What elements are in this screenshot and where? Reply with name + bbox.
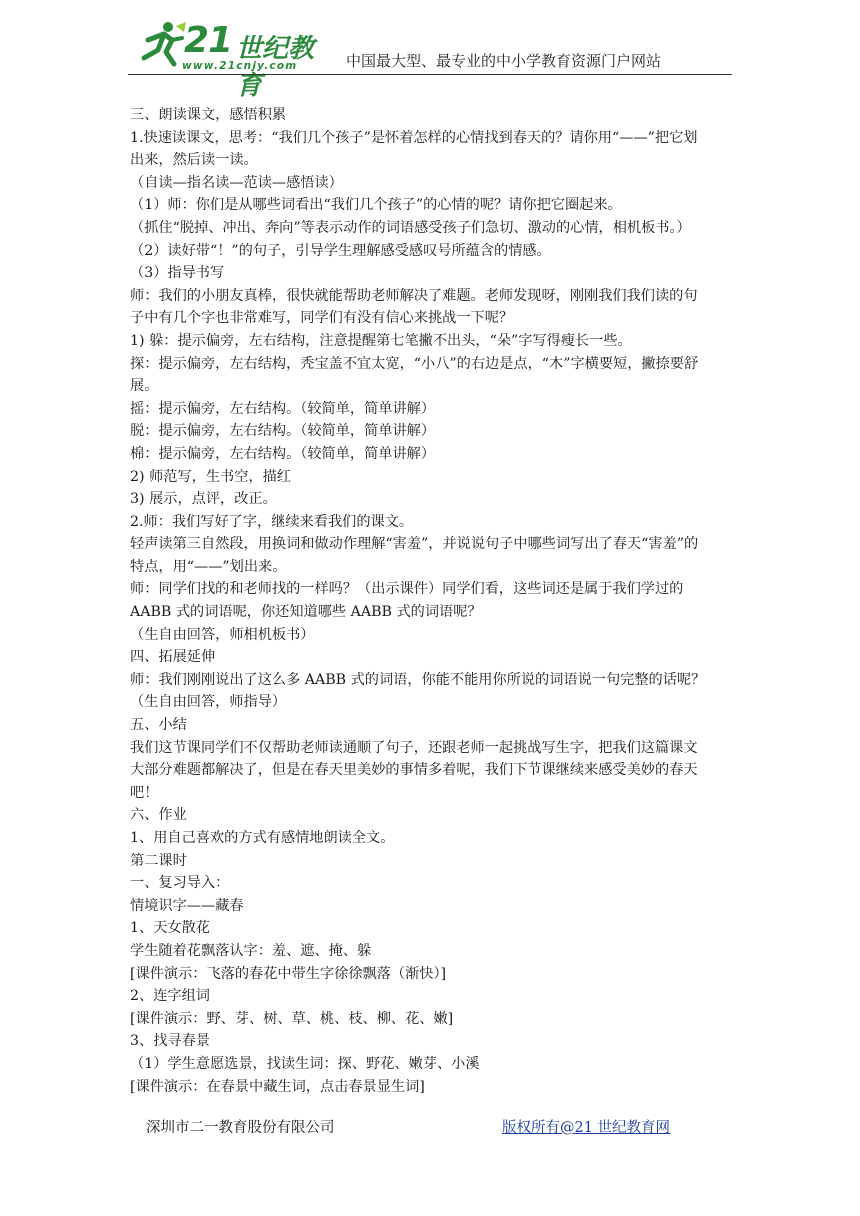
text-line: 六、作业	[130, 807, 187, 824]
text-line: 探：提示偏旁，左右结构，秃宝盖不宜太宽，“小八”的右边是点，“木”字横要短，撇捺要舒	[130, 355, 699, 372]
text-line: （3）指导书写	[130, 265, 225, 282]
text-line: 学生随着花飘落认字：羞、遮、掩、躲	[130, 942, 372, 959]
text-line: 展。	[130, 378, 159, 395]
text-line: 五、小结	[130, 717, 187, 734]
text-line: 师：我们刚刚说出了这么多 AABB 式的词语，你能不能用你所说的词语说一句完整的话呢？	[130, 671, 706, 688]
text-line: [课件演示：在春景中藏生词，点击春景显生词]	[130, 1078, 425, 1095]
text-line: 1.快速读课文，思考：“我们几个孩子”是怀着怎样的心情找到春天的？请你用“——”把它划	[130, 129, 698, 146]
logo-text: 世纪教育	[236, 34, 315, 101]
text-line: 子中有几个字也非常难写，同学们有没有信心来挑战一下呢？	[130, 310, 514, 327]
text-line: 3) 展示，点评，改正。	[130, 491, 277, 508]
text-line: 师：同学们找的和老师找的一样吗？（出示课件）同学们看，这些词还是属于我们学过的	[130, 581, 684, 598]
text-line: 1) 躲：提示偏旁，左右结构，注意提醒第七笔撇不出头，“朵”字写得瘦长一些。	[130, 332, 632, 349]
text-line: [课件演示：野、芽、树、草、桃、枝、柳、花、嫩]	[130, 1010, 454, 1027]
page-header	[128, 18, 732, 101]
text-line: 大部分难题都解决了，但是在春天里美妙的事情多着呢，我们下节课继续来感受美妙的春天	[130, 762, 698, 779]
text-line: 情境识字——藏春	[130, 897, 244, 914]
text-line: AABB 式的词语呢，你还知道哪些 AABB 式的词语呢？	[130, 604, 482, 621]
footer-copyright-link[interactable]: 版权所有@21 世纪教育网	[502, 1120, 671, 1136]
site-tagline: 中国最大型、最专业的中小学教育资源门户网站	[346, 52, 662, 70]
text-line: 摇：提示偏旁，左右结构。（较简单，简单讲解）	[130, 400, 436, 417]
text-line: 2) 师范写，生书空，描红	[130, 468, 291, 485]
text-line: （自读—指名读—范读—感悟读）	[130, 174, 343, 191]
site-logo[interactable]	[128, 18, 338, 101]
text-line: （抓住“脱掉、冲出、奔向”等表示动作的词语感受孩子们急切、激动的心情，相机板书。）	[130, 219, 691, 236]
text-line: 2.师：我们写好了字，继续来看我们的课文。	[130, 513, 414, 530]
text-line: 轻声读第三自然段，用换词和做动作理解“害羞”，并说说句子中哪些词写出了春天“害羞”的	[130, 536, 699, 553]
text-line: 四、拓展延伸	[130, 649, 216, 666]
text-line: 师：我们的小朋友真棒，很快就能帮助老师解决了难题。老师发现呀，刚刚我们我们读的句	[130, 287, 698, 304]
text-line: 出来，然后读一读。	[130, 152, 258, 169]
footer-company: 深圳市二一教育股份有限公司	[146, 1120, 335, 1136]
logo-url: www.21cnjy.com	[182, 60, 298, 72]
header-divider	[128, 74, 732, 75]
text-line: 脱：提示偏旁，左右结构。（较简单，简单讲解）	[130, 423, 436, 440]
text-line: 吧！	[130, 784, 159, 801]
text-line: 一、复习导入：	[130, 875, 230, 892]
text-line: 棉：提示偏旁，左右结构。（较简单，简单讲解）	[130, 445, 436, 462]
text-line: 特点，用“——”划出来。	[130, 558, 287, 575]
document-body	[130, 104, 734, 1098]
logo-number: 21	[184, 20, 233, 61]
text-line: （1）学生意愿选景，找读生词：探、野花、嫩芽、小溪	[130, 1055, 480, 1072]
text-line: 第二课时	[130, 852, 187, 869]
running-figure-icon	[128, 18, 188, 74]
text-line: 1、用自己喜欢的方式有感情地朗读全文。	[130, 830, 395, 846]
text-line: 三、朗读课文，感悟积累	[130, 107, 287, 123]
text-line: [课件演示：飞落的春花中带生字徐徐飘落（渐快）]	[130, 965, 447, 982]
text-line: （生自由回答，师相机板书）	[130, 626, 315, 643]
text-line: 我们这节课同学们不仅帮助老师读通顺了句子，还跟老师一起挑战写生字，把我们这篇课文	[130, 739, 698, 756]
text-line: （2）读好带“！”的句子，引导学生理解感受感叹号所蕴含的情感。	[130, 242, 551, 259]
text-line: 1、天女散花	[130, 920, 210, 937]
text-line: （1）师：你们是从哪些词看出“我们几个孩子”的心情的呢？请你把它圈起来。	[130, 197, 622, 214]
text-line: 2、连字组词	[130, 988, 210, 1005]
text-line: （生自由回答，师指导）	[130, 694, 287, 711]
text-line: 3、找寻春景	[130, 1033, 210, 1050]
